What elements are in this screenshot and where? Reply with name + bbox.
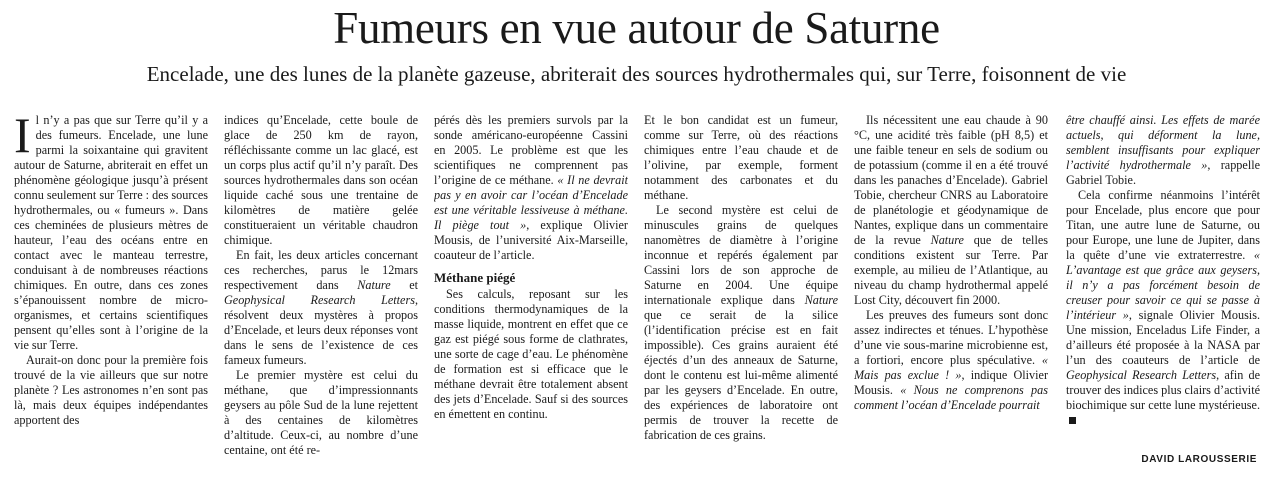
article-body [14,113,1262,465]
paragraph-text: Ils nécessitent une eau chaude à 90 °C, une acidité très faible (pH 8,5) et une faible teneur en sels de sodium ou de potassium (comme il en a été trouvé dans les panaches d’Encelade). Gabriel Tobie, chercheur CNRS au Laboratoire de planétologie et géodynamique de Nantes, explique dans un commentaire de la revue [854,113,1048,247]
journal-name: Nature [804,293,838,307]
end-mark-icon [1069,417,1076,424]
column-2 [224,113,418,465]
paragraph-text: que de telles conditions existent sur Terre. Par exemple, au milieu de l’Atlantique, au niveau du champ hydrothermal appelé Lost City, découvert fin 2000. [854,233,1048,307]
paragraph-text: , résolvent deux mystères à propos d’Encelade, et leurs deux réponses vont dans le sens de l’existence de ces fameux fumeurs. [224,293,418,367]
paragraph: indices qu’Encelade, cette boule de glace de 250 km de rayon, réfléchissante comme un lac glacé, est un corps plus actif qu’il n’y paraît. Des sources hydrothermales dans son océan liquide caché sous une trentaine de kilomètres de matière gelée constitueraient un véritable chaudron chimique. [224,113,418,247]
quote: « Mais pas exclue ! » [854,353,1048,382]
column-3 [434,113,628,465]
paragraph-text: Le second mystère est celui de minuscules grains de quelques nanomètres de diamètre à l’origine inconnue et repérés également par Cassini lors de son approche de Saturne en 2004. Une équipe internationale explique dans [644,203,838,307]
journal-name: Nature [357,278,391,292]
paragraph-text: , explique Olivier Mousis, de l’université Aix-Marseille, coauteur de l’article. [434,218,628,262]
paragraph-text: Les preuves des fumeurs sont donc assez indirectes et ténues. L’hypothèse d’une vie sous-marine microbienne est, a fortiori, encore plus spéculative. [854,308,1048,367]
journal-name: Geophysical Research Letters [224,293,415,307]
paragraph-text: , signale Olivier Mousis. Une mission, Enceladus Life Finder, a d’ailleurs été proposée à la NASA par l’un des coauteurs de l’article de [1066,308,1260,367]
journal-name: Geophysical Research Letters [1066,368,1217,382]
paragraph [14,113,208,353]
paragraph: Le premier mystère est celui du méthane, que d’impressionnants geysers au pôle Sud de la lune rejettent à des centaines de kilomètres d’altitude. Ceux-ci, au nombre d’une centaine, ont été re- [224,368,418,457]
quote: « Nous ne comprenons pas comment l’océan d’Encelade pourrait [854,383,1048,412]
column-1 [14,113,208,465]
paragraph [1066,188,1260,428]
paragraph: Aurait-on donc pour la première fois trouvé de la vie ailleurs que sur notre planète ? Les astronomes n’en sont pas là, mais deux équipes indépendantes apportent des [14,353,208,427]
paragraph-text: que ce serait de la silice (l’identification précise est en fait impossible). Ces grains auraient été éjectés d’un des anneaux de Saturne, dont le contenu est lui-même alimenté par les geysers d’Encelade. En outre, des expériences de laboratoire ont permis de trouver la recette de fabrication de ces grains. [644,308,838,442]
paragraph [854,113,1048,308]
journal-name: Nature [930,233,964,247]
paragraph-text: En fait, les deux articles concernant ces recherches, parus le 12mars respectivement dans [224,248,418,292]
paragraph: Ses calculs, reposant sur les conditions thermodynamiques de la masse liquide, montrent en effet que ce gaz est piégé sous forme de clathrates, une sorte de cage d’eau. Le phénomène de formation est si efficace que le méthane devrait être totalement absent des jets d’Encelade. Sauf si des sources en émettent en continu. [434,287,628,421]
subheadline: Encelade, une des lunes de la planète gazeuse, abriterait des sources hydrothermales qui, sur Terre, foisonnent de vie [146,62,1127,86]
headline: Fumeurs en vue autour de Saturne [333,3,940,53]
paragraph-text: , indique Olivier Mousis. [854,368,1048,397]
quote: « Il ne devrait pas y en avoir car l’océan d’Encelade est une véritable lessiveuse à méthane. Il piège tout » [434,173,628,232]
paragraph [1066,113,1260,188]
paragraph-text: l n’y a pas que sur Terre qu’il y a des fumeurs. Encelade, une lune parmi la soixantaine qui gravitent autour de Saturne, abriterait en effet un phénomène géologique jusqu’à présent connu seulement sur Terre : des sources hydrothermales, ou « fumeurs ». Dans ces cheminées de plusieurs mètres de hauteur, l’eau des océans entre en contact avec le manteau terrestre, conduisant à de nombreuses réactions chimiques. En outre, dans ces zones s’épanouissent nombre de micro-organismes, et certains scientifiques pensent qu’elles sont à l’origine de la vie sur Terre. [14,113,208,352]
paragraph-text: Cela confirme néanmoins l’intérêt pour Encelade, plus encore que pour Titan, une autre lune de Saturne, ou pour Europe, une lune de Jupiter, dans la quête d’une vie extraterrestre. [1066,188,1260,262]
paragraph [224,248,418,368]
column-4 [644,113,838,465]
paragraph-text: , afin de trouver des indices plus clairs d’activité biochimique sur cette lune mystérieuse. [1066,368,1260,412]
paragraph-text: , rappelle Gabriel Tobie. [1066,158,1260,187]
paragraph [434,113,628,263]
author-byline: DAVID LAROUSSERIE [1141,454,1257,465]
paragraph [854,308,1048,413]
section-heading: Méthane piégé [434,270,516,285]
column-5 [854,113,1048,465]
drop-cap: I [14,113,31,163]
paragraph-text: et [390,278,418,292]
paragraph: Et le bon candidat est un fumeur, comme sur Terre, où des réactions chimiques entre l’eau chaude et de l’olivine, par exemple, forment notamment des carbonates et du méthane. [644,113,838,202]
quote: « L’avantage est que grâce aux geysers, il n’y a pas forcément besoin de creuser pour savoir ce qui se passe à l’intérieur » [1066,248,1260,322]
paragraph [644,203,838,443]
column-6 [1066,113,1260,465]
paragraph-text: pérés dès les premiers survols par la sonde américano-européenne Cassini en 2005. Le problème est que les scientifiques ne comprennent pas l’origine de ce méthane. [434,113,628,187]
quote: être chauffé ainsi. Les effets de marée actuels, qui déforment la lune, semblent insuffisants pour expliquer l’activité hydrothermale » [1066,113,1260,172]
